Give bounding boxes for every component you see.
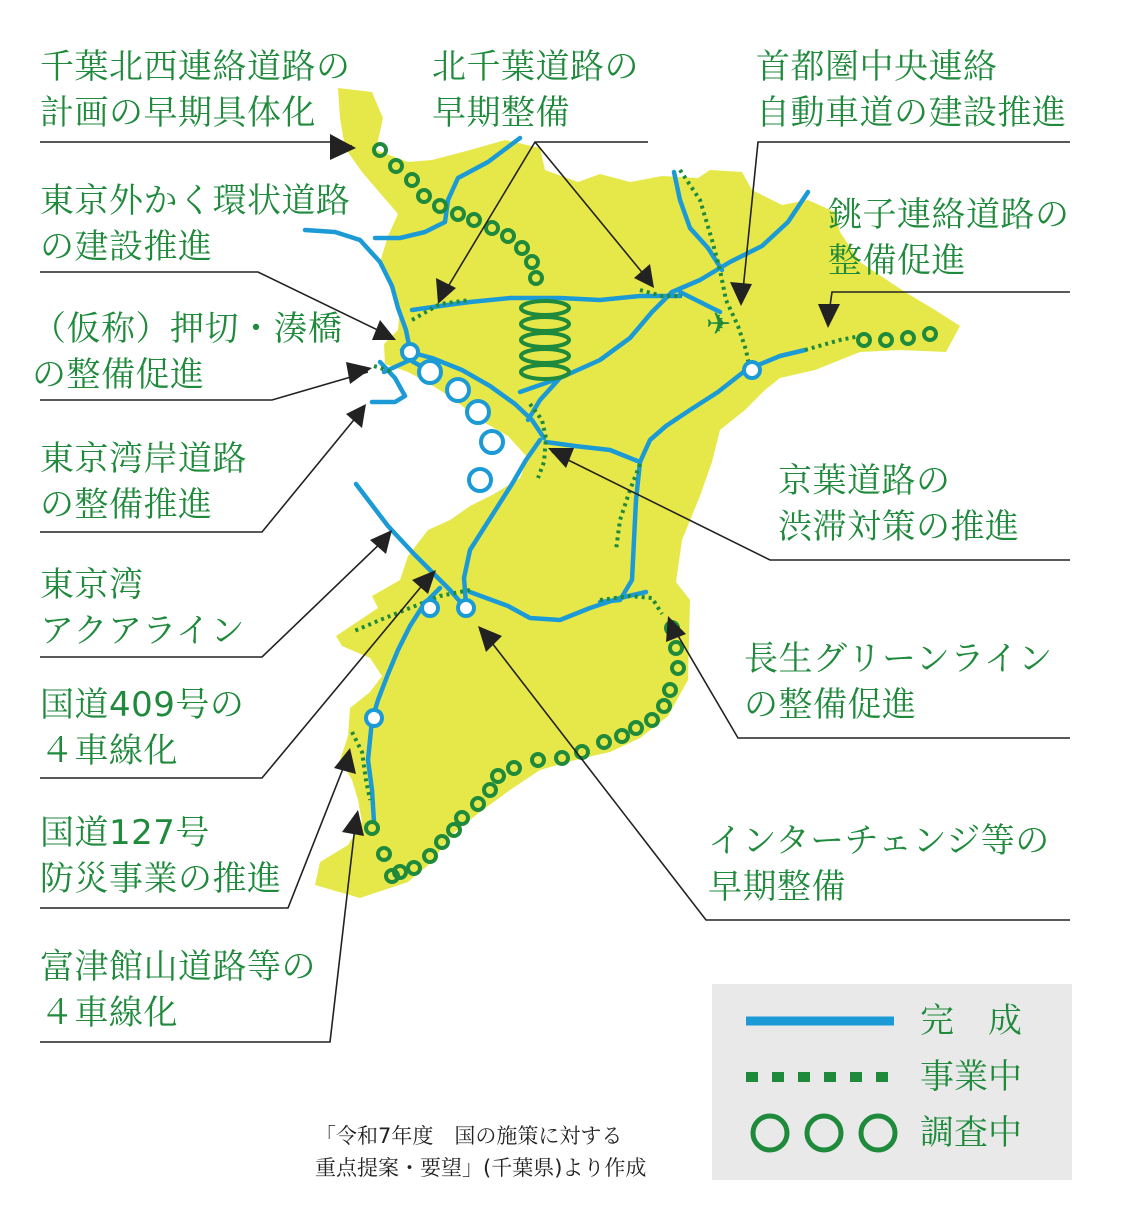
survey-marker-bay	[481, 431, 503, 453]
legend-row-survey	[712, 1108, 1072, 1158]
survey-marker-bay	[447, 379, 469, 401]
label-gaikan-ring-road: 東京外かく環状道路 の建設推進	[40, 181, 351, 267]
legend-label-survey: 調査中	[920, 1113, 1022, 1153]
interchange-node	[458, 600, 474, 616]
survey-marker-bay	[419, 361, 441, 383]
legend-swatch-solid-line	[732, 996, 932, 1046]
arrowhead	[372, 320, 396, 340]
leader-line	[40, 142, 352, 146]
label-keiyo-road: 京葉道路の 渋滞対策の推進	[778, 461, 1020, 547]
survey-marker	[374, 144, 386, 156]
arrowhead	[346, 362, 372, 384]
label-choshi-connector: 銚子連絡道路の 整備促進	[828, 195, 1070, 281]
label-route-409: 国道409号の ４車線化	[40, 685, 245, 771]
label-aqualine: 東京湾 アクアライン	[40, 565, 245, 651]
interchange-node	[402, 344, 418, 360]
legend-row-in-progress	[712, 1052, 1072, 1102]
legend-label-in-progress: 事業中	[920, 1057, 1022, 1097]
interchange-node	[744, 362, 760, 378]
label-ken-o-expressway: 首都圏中央連絡 自動車道の建設推進	[756, 47, 1067, 133]
label-tokyo-bay-coastal-road: 東京湾岸道路 の整備推進	[40, 439, 247, 525]
label-kita-chiba-road: 北千葉道路の 早期整備	[432, 47, 639, 133]
label-futtsu-tateyama-road: 富津館山道路等の ４車線化	[40, 947, 316, 1033]
label-northwest-connector: 千葉北西連絡道路の 計画の早期具体化	[40, 47, 351, 133]
survey-marker-bay	[469, 469, 491, 491]
label-oshikiri-minato-bridge: （仮称）押切・湊橋 の整備促進	[32, 309, 343, 395]
interchange-node	[422, 600, 438, 616]
map-legend	[712, 984, 1072, 1180]
airplane-icon: ✈	[706, 307, 732, 342]
interchange-node	[366, 710, 382, 726]
survey-marker-bay	[467, 401, 489, 423]
label-chosei-green-line: 長生グリーンライン の整備促進	[744, 639, 1053, 725]
label-interchange: インターチェンジ等の 早期整備	[708, 821, 1050, 907]
legend-swatch-circles	[732, 1108, 932, 1158]
label-route-127: 国道127号 防災事業の推進	[40, 813, 282, 899]
source-note: 「令和7年度 国の施策に対する 重点提案・要望」(千葉県)より作成	[315, 1124, 647, 1180]
legend-label-complete: 完 成	[920, 1001, 1022, 1041]
legend-swatch-dotted-line	[732, 1052, 932, 1102]
arrowhead	[346, 404, 366, 428]
legend-row-complete	[712, 996, 1072, 1046]
